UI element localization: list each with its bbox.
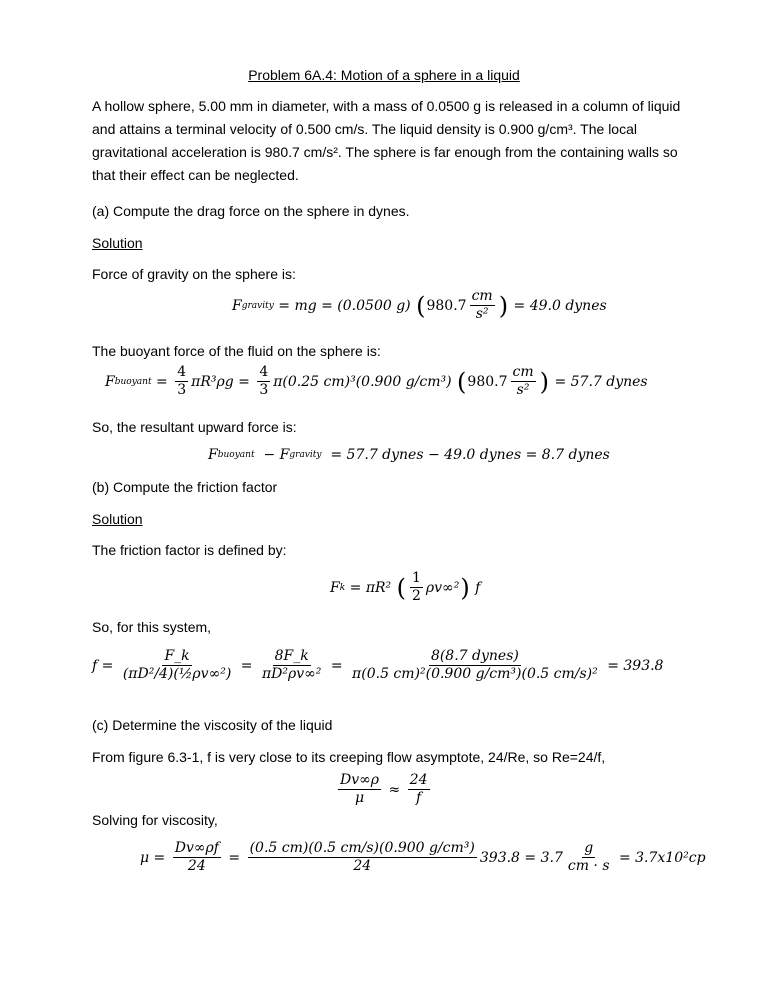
buoyant-text: The buoyant force of the fluid on the sphere is: bbox=[92, 343, 381, 359]
math-fragment: cm · s bbox=[567, 858, 610, 874]
math-fragment: πD²ρv∞² bbox=[261, 666, 322, 682]
math-fragment: ) bbox=[539, 367, 549, 396]
math-fragment: (0.5 cm)(0.5 cm/s)(0.900 g/cm³) bbox=[249, 840, 475, 856]
fraction bbox=[410, 570, 423, 605]
math-fragment: ( bbox=[396, 573, 406, 602]
math-fragment: buoyant bbox=[114, 376, 152, 387]
math-fragment: 393.8 = 3.7 bbox=[479, 849, 563, 866]
part-b-solution-label: Solution bbox=[92, 511, 143, 527]
math-fragment: k bbox=[339, 582, 346, 593]
math-fragment: ) bbox=[498, 291, 509, 320]
fraction bbox=[175, 364, 188, 399]
fraction bbox=[260, 648, 323, 683]
fraction bbox=[408, 772, 430, 807]
math-fragment: π(0.5 cm)²(0.900 g/cm³)(0.5 cm/s)² bbox=[352, 666, 598, 682]
math-fragment: ( bbox=[457, 367, 467, 396]
math-fragment: Dv∞ρ bbox=[340, 772, 380, 788]
math-fragment: F bbox=[232, 297, 242, 314]
math-fragment: 24 bbox=[353, 858, 372, 874]
math-fragment: cm bbox=[512, 364, 534, 380]
math-fragment: s² bbox=[475, 306, 489, 322]
math-fragment: 980.7 bbox=[467, 373, 508, 390]
math-fragment: = 3.7x10²cp bbox=[614, 849, 706, 866]
math-fragment: 8(8.7 dynes) bbox=[430, 648, 519, 664]
math-fragment: = bbox=[223, 849, 245, 866]
fraction bbox=[511, 364, 536, 399]
math-fragment: 3 bbox=[177, 382, 187, 398]
math-fragment: − bbox=[254, 447, 280, 463]
math-fragment: μ = bbox=[140, 849, 170, 866]
problem-statement: A hollow sphere, 5.00 mm in diameter, with a mass of 0.0500 g is released in a column of liquid and attains a terminal velocity of 0.500 cm/s. The liquid density is 0.900 g/cm³. The local gravitational acceleration is 980.7 cm/s². The sphere is far enough from the containing walls so that their effect can be neglected. bbox=[92, 98, 681, 183]
math-fragment: = 57.7 dynes bbox=[550, 373, 648, 390]
math-fragment: 24 bbox=[409, 772, 428, 788]
buoyant-equation bbox=[105, 364, 648, 399]
math-fragment: = bbox=[236, 657, 257, 674]
fraction bbox=[248, 840, 477, 875]
friction-definition-equation bbox=[330, 570, 480, 605]
part-c-heading: (c) Determine the viscosity of the liquid bbox=[92, 717, 333, 733]
math-fragment: = bbox=[326, 657, 348, 674]
math-fragment: F bbox=[105, 373, 115, 390]
math-fragment: = 393.8 bbox=[602, 657, 664, 674]
math-fragment: ≈ bbox=[384, 781, 405, 798]
fraction bbox=[257, 364, 270, 399]
math-fragment: gravity bbox=[289, 450, 322, 460]
fraction bbox=[350, 648, 600, 683]
math-fragment: π(0.25 cm)³(0.900 g/cm³) bbox=[273, 373, 457, 390]
math-fragment: 3 bbox=[259, 382, 269, 398]
friction-factor-equation bbox=[92, 648, 663, 683]
math-fragment: πR³ρg = bbox=[191, 373, 255, 390]
math-fragment: = πR² bbox=[345, 579, 396, 596]
math-fragment: 1 bbox=[412, 570, 421, 586]
fraction bbox=[470, 288, 495, 323]
figure-reference-text: From figure 6.3-1, f is very close to its creeping flow asymptote, 24/Re, so Re=24/f, bbox=[92, 749, 606, 765]
math-fragment: μ bbox=[354, 790, 365, 806]
math-fragment: ρv∞² bbox=[425, 579, 460, 596]
math-fragment: f bbox=[470, 579, 481, 596]
math-fragment: s² bbox=[516, 382, 530, 398]
resultant-text: So, the resultant upward force is: bbox=[92, 419, 297, 435]
part-b-heading: (b) Compute the friction factor bbox=[92, 479, 278, 495]
fraction bbox=[566, 840, 612, 875]
math-fragment: 980.7 bbox=[426, 297, 467, 314]
fraction bbox=[173, 840, 221, 875]
part-a-heading: (a) Compute the drag force on the sphere in dynes. bbox=[92, 203, 410, 219]
math-fragment: 4 bbox=[259, 364, 269, 380]
math-fragment: F bbox=[208, 447, 218, 463]
math-fragment: f = bbox=[92, 657, 118, 674]
math-fragment: (πD²/4)(½ρv∞²) bbox=[122, 666, 232, 682]
fraction bbox=[121, 648, 234, 683]
math-fragment: ( bbox=[416, 291, 426, 320]
resultant-equation bbox=[208, 447, 610, 463]
document-title: Problem 6A.4: Motion of a sphere in a liquid bbox=[248, 67, 520, 83]
viscosity-equation bbox=[140, 840, 706, 875]
fraction bbox=[338, 772, 381, 807]
math-fragment: = 57.7 dynes − 49.0 dynes = 8.7 dynes bbox=[321, 447, 610, 463]
math-fragment: 4 bbox=[177, 364, 187, 380]
math-fragment: 24 bbox=[187, 858, 206, 874]
math-fragment: Dv∞ρf bbox=[174, 840, 219, 856]
math-fragment: F bbox=[279, 447, 290, 463]
system-text: So, for this system, bbox=[92, 619, 212, 635]
math-fragment: F_k bbox=[164, 648, 190, 664]
gravity-text: Force of gravity on the sphere is: bbox=[92, 266, 296, 282]
math-fragment: = 49.0 dynes bbox=[509, 297, 607, 314]
math-fragment: F bbox=[330, 579, 340, 596]
math-fragment: ) bbox=[460, 573, 470, 602]
solving-text: Solving for viscosity, bbox=[92, 812, 218, 828]
math-fragment: 2 bbox=[412, 588, 421, 604]
math-fragment: gravity bbox=[241, 300, 274, 311]
math-fragment: buoyant bbox=[217, 450, 255, 460]
math-fragment: g bbox=[584, 840, 594, 856]
friction-definition-text: The friction factor is defined by: bbox=[92, 542, 287, 558]
gravity-equation bbox=[232, 288, 607, 323]
math-fragment: 8F_k bbox=[274, 648, 309, 664]
part-a-solution-label: Solution bbox=[92, 235, 143, 251]
math-fragment: f bbox=[415, 790, 422, 806]
math-fragment: = bbox=[151, 373, 173, 390]
reynolds-equation bbox=[335, 772, 433, 807]
math-fragment: = mg = (0.0500 g) bbox=[273, 297, 416, 314]
math-fragment: cm bbox=[471, 288, 493, 304]
